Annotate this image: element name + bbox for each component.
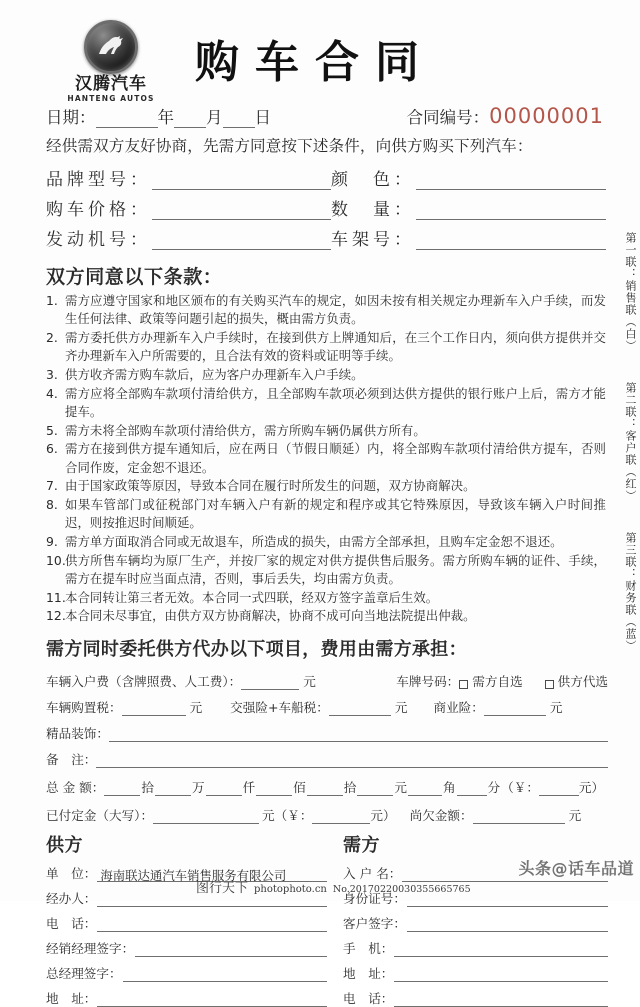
- unit-wan: 万: [191, 780, 205, 796]
- brand-name-cn: 汉腾汽车: [75, 74, 147, 94]
- stock-watermark: [196, 877, 471, 896]
- supplier-block: [46, 831, 327, 1007]
- supplier-title: 供方: [46, 835, 83, 857]
- term-text: 需方在接到供方提车通知后，应在两日（节假日顺延）内，将全部购车款项付清给供方提车，否则合同作废，定金恕不退还。: [65, 441, 606, 475]
- contract-number-field: [407, 104, 604, 128]
- deposit-label: 已付定金（大写）：: [46, 808, 154, 824]
- yuan-unit: 元: [549, 700, 563, 716]
- term-text: 本合同转让第三者无效。本合同一式四联，经双方签字盖章后生效。: [65, 589, 439, 605]
- deposit-row: [0, 805, 640, 824]
- purchase-tax-input[interactable]: [122, 703, 186, 716]
- field-engine-no[interactable]: [46, 225, 331, 250]
- total-wan-input[interactable]: [155, 783, 191, 796]
- supplier-phone-row[interactable]: [46, 913, 327, 932]
- field-quantity[interactable]: [331, 195, 606, 220]
- term-number: 1.: [46, 293, 58, 308]
- term-number: 11.: [46, 589, 66, 605]
- unit-fen: 分: [487, 780, 501, 796]
- term-number: 12.: [46, 608, 66, 624]
- color-input[interactable]: [416, 173, 606, 190]
- total-qian-input[interactable]: [206, 783, 242, 796]
- term-number: 7.: [46, 478, 58, 494]
- intro-paragraph: 经供需双方友好协商，先需方同意按下述条件，向供方购买下列汽车：: [46, 137, 533, 155]
- commercial-insurance-input[interactable]: [484, 703, 546, 716]
- yuan-unit: 元: [189, 700, 203, 716]
- total-jiao-input[interactable]: [408, 783, 442, 796]
- term-item: [46, 589, 606, 607]
- term-text: 需方未将全部购车款项付清给供方，需方所购车辆仍属供方所有。: [65, 422, 426, 438]
- deposit-rmb-close: 元）: [370, 808, 396, 824]
- buyer-signature-value[interactable]: [407, 919, 608, 932]
- term-item: [46, 607, 606, 625]
- total-yuan-input[interactable]: [357, 783, 393, 796]
- date-day-input[interactable]: [223, 112, 255, 128]
- supplier-address-row[interactable]: [46, 988, 327, 1007]
- supplier-phone-label: 电 话：: [46, 916, 97, 932]
- total-fen-input[interactable]: [457, 783, 487, 796]
- term-text: 需方应将全部购车款项付清给供方，且全部购车款项必须到达供方提供的银行账户上后，需方才能提车。: [65, 385, 606, 419]
- buyer-id-value[interactable]: [407, 894, 608, 907]
- compulsory-insurance-label: 交强险+车船税：: [230, 700, 329, 716]
- field-label: 颜 色：: [331, 170, 415, 190]
- term-item: [46, 292, 606, 328]
- buyer-address-label: 地 址：: [343, 966, 394, 982]
- field-label: 车架号：: [331, 230, 415, 250]
- buyer-phone-label: 电 话：: [343, 991, 394, 1007]
- buyer-signature-label: 客户签字：: [343, 916, 406, 932]
- plate-option-supplier-label: 供方代选: [557, 674, 608, 690]
- stock-watermark-number: No.20170220030355665765: [332, 884, 471, 895]
- rmb-open: （￥：: [501, 780, 539, 796]
- document-header: [0, 0, 640, 103]
- general-manager-label: 总经理签字：: [46, 966, 122, 982]
- year-unit: 年: [157, 108, 174, 127]
- term-item: [46, 477, 606, 495]
- term-text: 供方所售车辆均为原厂生产，并按厂家的规定对供方提供售后服务。需方所购车辆的证件、手续，需方在提车时应当面点清，否则，事后丢失，均由需方负责。: [65, 552, 606, 587]
- accessories-row: [46, 723, 608, 742]
- copy-label-finance: 第三联：财务联（蓝）: [624, 532, 637, 652]
- stock-watermark-cn: 图行天下: [196, 881, 249, 896]
- stock-watermark-site: photophoto.cn: [254, 884, 327, 895]
- buyer-signature-row[interactable]: [343, 913, 608, 932]
- term-text: 需方应遵守国家和地区颁布的有关购买汽车的规定，如因未按有相关规定办理新车入户手续，而发生任何法律、政策等问题引起的损失，概由需方负责。: [65, 293, 606, 327]
- buyer-name-label: 入 户 名：: [343, 866, 402, 882]
- price-input[interactable]: [152, 203, 331, 220]
- page-title: 购车合同: [195, 37, 435, 88]
- buyer-mobile-row[interactable]: [343, 938, 608, 957]
- term-number: 8.: [46, 497, 58, 513]
- horse-emblem-icon: [84, 20, 138, 74]
- copy-label-sales: 第一联：销售联（白）: [624, 232, 637, 352]
- vehicle-fields: [0, 156, 640, 250]
- buyer-address-value[interactable]: [394, 969, 608, 982]
- term-number: 9.: [46, 534, 58, 550]
- term-number: 3.: [46, 366, 58, 382]
- agency-title: 需方同时委托供方代办以下项目，费用由需方承担：: [46, 639, 467, 661]
- registration-fee-input[interactable]: [241, 677, 299, 690]
- remark-label: 备 注：: [46, 752, 97, 768]
- parties-section: [0, 824, 640, 1007]
- plate-option-supplier-checkbox[interactable]: [545, 680, 554, 689]
- plate-option-buyer-label: 需方自选: [472, 674, 523, 690]
- contract-number-value: 00000001: [489, 104, 604, 128]
- buyer-phone-row[interactable]: [343, 988, 608, 1007]
- unit-shi: 拾: [343, 780, 357, 796]
- balance-label: 尚欠金额：: [409, 808, 473, 824]
- vin-input[interactable]: [416, 233, 606, 250]
- term-number: 10.: [46, 552, 66, 568]
- terms-list: [0, 291, 640, 626]
- registration-fee-label: 车辆入户费（含牌照费、人工费）：: [46, 674, 242, 690]
- supplier-agent-label: 经办人：: [46, 891, 97, 907]
- field-price[interactable]: [46, 195, 331, 220]
- accessories-label: 精品装饰：: [46, 726, 109, 742]
- accessories-input[interactable]: [109, 729, 608, 742]
- deposit-yuan: 元: [262, 808, 275, 824]
- vehicle-field-row: [46, 195, 606, 220]
- vehicle-field-row: [46, 165, 606, 190]
- copy-label-customer: 第二联：客户联（红）: [624, 382, 637, 502]
- plate-option-buyer-checkbox[interactable]: [459, 680, 468, 689]
- term-text: 如果车管部门或征税部门对车辆入户有新的规定和程序或其它特殊原因，导致该车辆入户时间推迟，则按推迟时间顺延。: [65, 497, 606, 531]
- field-vin[interactable]: [331, 225, 606, 250]
- term-item: [46, 552, 606, 588]
- total-amount-row: [0, 777, 640, 796]
- sales-manager-row[interactable]: [46, 938, 327, 957]
- term-item: [46, 422, 606, 440]
- field-label: 发动机号：: [46, 230, 151, 250]
- term-text: 需方委托供方办理新车入户手续时，在接到供方上牌通知后，在三个工作日内，须向供方提供并交齐办理新车入户所需要的，且合法有效的资料或证明等手续。: [65, 329, 606, 364]
- compulsory-insurance-input[interactable]: [329, 703, 391, 716]
- brand-logo: [55, 20, 167, 103]
- total-shi-input[interactable]: [307, 783, 343, 796]
- contract-number-label: 合同编号：: [406, 108, 490, 127]
- yuan-unit: 元: [303, 674, 316, 690]
- deposit-words-input[interactable]: [153, 811, 259, 824]
- term-text: 本合同未尽事宜，由供方双方协商解决，协商不成可向当地法院提出仲裁。: [65, 608, 476, 624]
- sales-manager-label: 经销经理签字：: [46, 941, 135, 957]
- deposit-rmb-input[interactable]: [312, 811, 370, 824]
- buyer-title: 需方: [343, 835, 380, 857]
- commercial-insurance-label: 商业险：: [433, 700, 484, 716]
- unit-qian: 仟: [242, 780, 256, 796]
- agency-section: [0, 671, 640, 768]
- buyer-mobile-label: 手 机：: [343, 941, 394, 957]
- rmb-yuan: 元）: [578, 780, 605, 796]
- field-brand-model[interactable]: [46, 165, 331, 190]
- buyer-id-label: 身份证号：: [343, 891, 406, 907]
- meta-row: [0, 104, 640, 128]
- purchase-tax-label: 车辆购置税：: [46, 700, 122, 716]
- supplier-address-value[interactable]: [97, 994, 327, 1007]
- corner-watermark: 头条@话车品道: [518, 859, 634, 878]
- term-number: 2.: [46, 329, 58, 345]
- unit-bai: 佰: [293, 780, 306, 796]
- supplier-agent-value[interactable]: [97, 894, 327, 907]
- term-item: [46, 366, 606, 384]
- term-item: [46, 329, 606, 365]
- balance-input[interactable]: [473, 811, 565, 824]
- terms-title: 双方同意以下条款：: [46, 266, 223, 288]
- term-number: 4.: [46, 385, 58, 401]
- general-manager-value[interactable]: [123, 969, 327, 982]
- field-label: 品牌型号：: [46, 170, 151, 190]
- field-label: 数 量：: [331, 200, 415, 220]
- term-text: 需方单方面取消合同或无故退车，所造成的损失，由需方全部承担，且购车定金恕不退还。: [65, 534, 563, 550]
- remark-row: [46, 749, 608, 768]
- copy-labels: [614, 232, 638, 652]
- term-text: 供方收齐需方购车款后，应为客户办理新车入户手续。: [65, 366, 364, 382]
- term-item: [46, 385, 606, 421]
- unit-shi-wan: 拾: [141, 780, 154, 796]
- buyer-phone-value[interactable]: [394, 994, 608, 1007]
- brand-name-en: HANTENG AUTOS: [67, 93, 155, 103]
- yuan-unit: 元: [394, 700, 408, 716]
- field-label: 购车价格：: [46, 200, 151, 220]
- tax-insurance-row: [46, 697, 608, 716]
- field-color[interactable]: [331, 165, 606, 190]
- buyer-mobile-value[interactable]: [394, 944, 608, 957]
- vehicle-field-row: [46, 225, 606, 250]
- engine-no-input[interactable]: [152, 233, 331, 250]
- plate-label: 车牌号码：: [396, 674, 460, 690]
- unit-yuan: 元: [394, 780, 407, 796]
- general-manager-row[interactable]: [46, 963, 327, 982]
- registration-fee-row: [46, 671, 608, 690]
- quantity-input[interactable]: [416, 203, 606, 220]
- unit-jiao: 角: [442, 780, 456, 796]
- supplier-company-label: 单 位：: [46, 866, 97, 882]
- deposit-rmb-open: （￥：: [274, 808, 313, 824]
- supplier-phone-value[interactable]: [97, 919, 327, 932]
- month-unit: 月: [206, 108, 223, 127]
- day-unit: 日: [254, 108, 271, 127]
- supplier-company-value[interactable]: 海南联达通汽车销售服务有限公司: [97, 869, 327, 882]
- supplier-address-label: 地 址：: [46, 991, 97, 1007]
- total-bai-input[interactable]: [256, 783, 292, 796]
- balance-yuan: 元: [568, 808, 582, 824]
- sales-manager-value[interactable]: [135, 944, 327, 957]
- brand-model-input[interactable]: [152, 173, 331, 190]
- term-item: [46, 533, 606, 551]
- remark-input[interactable]: [96, 755, 608, 768]
- term-item: [46, 496, 606, 532]
- term-number: 6.: [46, 441, 58, 457]
- date-field[interactable]: [46, 104, 271, 128]
- term-number: 5.: [46, 422, 58, 438]
- term-text: 由于国家政策等原因，导致本合同在履行时所发生的问题，双方协商解决。: [65, 478, 476, 494]
- total-shiwan-input[interactable]: [104, 783, 140, 796]
- date-year-input[interactable]: [96, 112, 158, 128]
- term-item: [46, 440, 606, 476]
- total-amount-label: 总 金 额：: [46, 780, 105, 796]
- date-label: 日期：: [46, 108, 96, 127]
- buyer-address-row[interactable]: [343, 963, 608, 982]
- date-month-input[interactable]: [174, 112, 206, 128]
- total-rmb-input[interactable]: [539, 783, 579, 796]
